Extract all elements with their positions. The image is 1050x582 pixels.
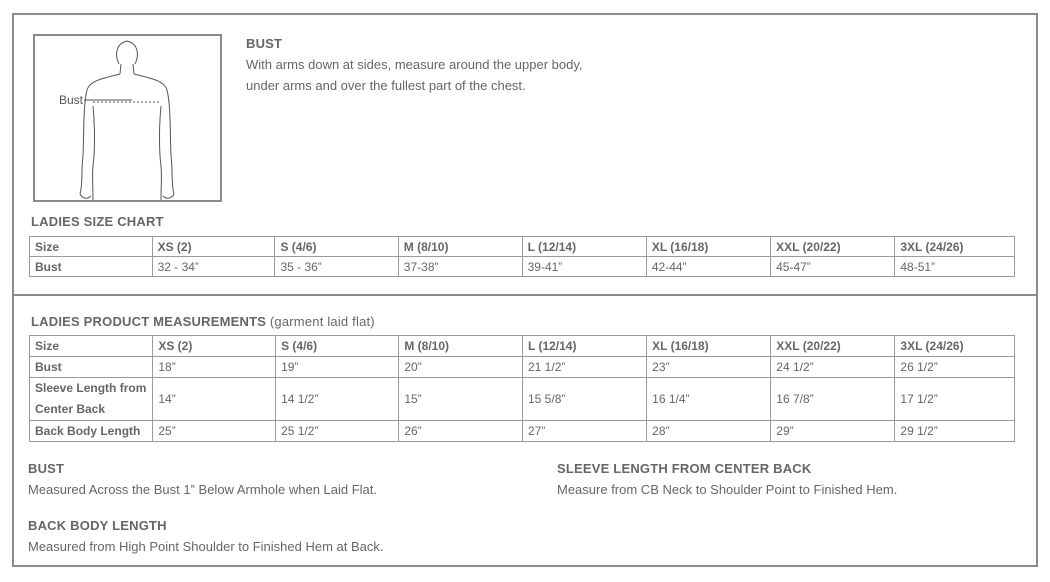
back-length-note-title: BACK BODY LENGTH xyxy=(28,518,167,533)
table-row xyxy=(30,357,1015,378)
value-cell: 48-51” xyxy=(895,257,1015,277)
value-cell: 42-44” xyxy=(646,257,770,277)
value-cell: M (8/10) xyxy=(399,336,523,357)
sleeve-note-text: Measure from CB Neck to Shoulder Point to Finished Hem. xyxy=(557,482,898,497)
product-measurements-table xyxy=(29,335,1015,442)
value-cell: 17 1/2” xyxy=(895,378,1015,421)
ladies-size-chart-table xyxy=(29,236,1015,277)
value-cell: XL (16/18) xyxy=(647,336,771,357)
value-cell: 27” xyxy=(523,421,647,442)
value-cell: 16 1/4” xyxy=(647,378,771,421)
value-cell: 39-41” xyxy=(522,257,646,277)
row-label-cell: Bust xyxy=(30,257,153,277)
value-cell: 14 1/2” xyxy=(276,378,399,421)
row-label-cell: Back Body Length xyxy=(30,421,153,442)
value-cell: XS (2) xyxy=(152,237,275,257)
value-cell: XXL (20/22) xyxy=(771,237,895,257)
value-cell: 32 - 34” xyxy=(152,257,275,277)
product-measurements-heading: LADIES PRODUCT MEASUREMENTS xyxy=(31,314,267,329)
torso-outline-illustration xyxy=(35,36,220,200)
row-label-cell: Size xyxy=(30,336,153,357)
value-cell: 3XL (24/26) xyxy=(895,237,1015,257)
ladies-size-chart-title: LADIES SIZE CHART xyxy=(31,214,164,229)
product-measurements-title xyxy=(31,314,375,329)
bust-description-line: under arms and over the fullest part of the chest. xyxy=(246,78,526,93)
row-label-cell: Bust xyxy=(30,357,153,378)
bust-figure-label: Bust xyxy=(59,93,84,107)
value-cell: 21 1/2” xyxy=(523,357,647,378)
product-measurements-subtitle: (garment laid flat) xyxy=(269,314,375,329)
row-label-cell: Sleeve Length from Center Back xyxy=(30,378,153,421)
table-row xyxy=(30,257,1015,277)
value-cell: 14” xyxy=(153,378,276,421)
value-cell: L (12/14) xyxy=(523,336,647,357)
value-cell: 25” xyxy=(153,421,276,442)
value-cell: XL (16/18) xyxy=(646,237,770,257)
value-cell: 19” xyxy=(276,357,399,378)
back-length-note-text: Measured from High Point Shoulder to Finished Hem at Back. xyxy=(28,539,384,554)
value-cell: 16 7/8” xyxy=(771,378,895,421)
value-cell: 24 1/2” xyxy=(771,357,895,378)
value-cell: 35 - 36” xyxy=(275,257,398,277)
value-cell: 15 5/8” xyxy=(523,378,647,421)
sleeve-note-title: SLEEVE LENGTH FROM CENTER BACK xyxy=(557,461,812,476)
value-cell: L (12/14) xyxy=(522,237,646,257)
value-cell: 3XL (24/26) xyxy=(895,336,1015,357)
value-cell: 15” xyxy=(399,378,523,421)
table-row xyxy=(30,421,1015,442)
value-cell: 18” xyxy=(153,357,276,378)
value-cell: 20” xyxy=(399,357,523,378)
bust-description xyxy=(246,54,666,96)
value-cell: 25 1/2” xyxy=(276,421,399,442)
value-cell: 29” xyxy=(771,421,895,442)
table-row xyxy=(30,237,1015,257)
value-cell: 29 1/2” xyxy=(895,421,1015,442)
value-cell: 37-38” xyxy=(398,257,522,277)
value-cell: 28” xyxy=(647,421,771,442)
bust-description-line: With arms down at sides, measure around the upper body, xyxy=(246,57,583,72)
value-cell: 45-47” xyxy=(771,257,895,277)
value-cell: 26” xyxy=(399,421,523,442)
row-label-cell: Size xyxy=(30,237,153,257)
body-measurement-figure xyxy=(33,34,222,202)
table-row xyxy=(30,336,1015,357)
bust-heading: BUST xyxy=(246,36,283,51)
value-cell: M (8/10) xyxy=(398,237,522,257)
bust-note-title: BUST xyxy=(28,461,65,476)
value-cell: S (4/6) xyxy=(276,336,399,357)
value-cell: 23” xyxy=(647,357,771,378)
table-row xyxy=(30,378,1015,421)
bust-note-text: Measured Across the Bust 1” Below Armhole when Laid Flat. xyxy=(28,482,378,497)
value-cell: XS (2) xyxy=(153,336,276,357)
value-cell: XXL (20/22) xyxy=(771,336,895,357)
value-cell: 26 1/2” xyxy=(895,357,1015,378)
value-cell: S (4/6) xyxy=(275,237,398,257)
